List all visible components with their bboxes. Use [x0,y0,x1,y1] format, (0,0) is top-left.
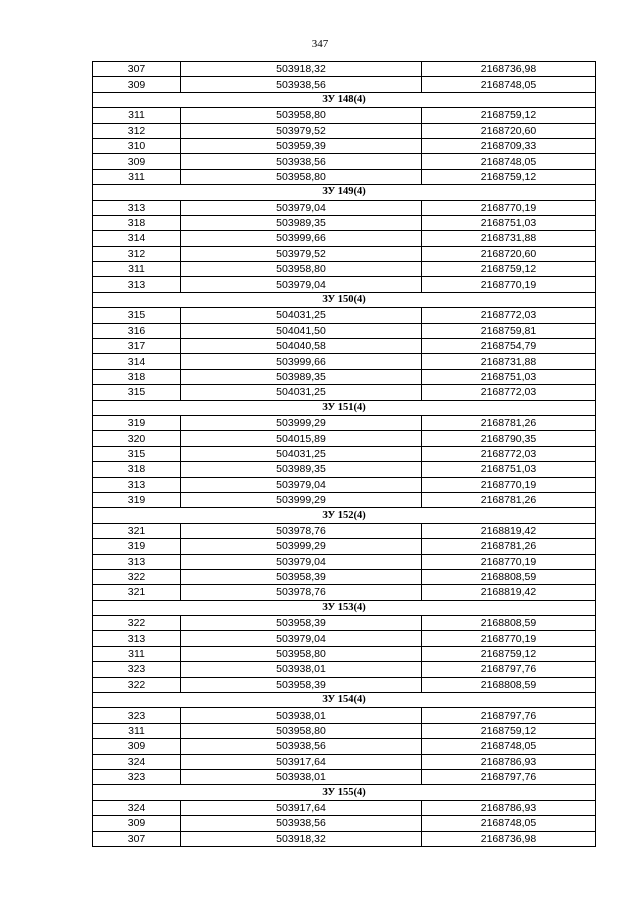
y-coordinate-cell: 2168786,93 [422,754,596,769]
y-coordinate-cell: 2168790,35 [422,431,596,446]
table-row [93,431,596,446]
y-coordinate-cell: 2168709,33 [422,138,596,153]
y-coordinate-cell: 2168759,12 [422,169,596,184]
point-number-cell: 318 [93,462,181,477]
point-number-cell: 324 [93,800,181,815]
y-coordinate-cell: 2168759,12 [422,262,596,277]
x-coordinate-cell: 504031,25 [181,385,422,400]
section-label: ЗУ 149(4) [93,185,596,200]
x-coordinate-cell: 503979,52 [181,246,422,261]
point-number-cell: 318 [93,215,181,230]
x-coordinate-cell: 503959,39 [181,138,422,153]
table-row [93,354,596,369]
x-coordinate-cell: 504040,58 [181,339,422,354]
point-number-cell: 313 [93,477,181,492]
table-row [93,62,596,77]
table-row [93,492,596,507]
x-coordinate-cell: 503999,29 [181,539,422,554]
y-coordinate-cell: 2168748,05 [422,77,596,92]
coordinates-table-body [93,62,596,847]
x-coordinate-cell: 503917,64 [181,800,422,815]
y-coordinate-cell: 2168819,42 [422,523,596,538]
x-coordinate-cell: 503999,29 [181,492,422,507]
point-number-cell: 324 [93,754,181,769]
y-coordinate-cell: 2168736,98 [422,62,596,77]
y-coordinate-cell: 2168770,19 [422,554,596,569]
point-number-cell: 307 [93,831,181,846]
section-label: ЗУ 151(4) [93,400,596,415]
y-coordinate-cell: 2168770,19 [422,631,596,646]
point-number-cell: 311 [93,262,181,277]
x-coordinate-cell: 503958,80 [181,646,422,661]
section-label: ЗУ 150(4) [93,292,596,307]
table-row [93,739,596,754]
table-row [93,154,596,169]
table-row [93,554,596,569]
point-number-cell: 311 [93,108,181,123]
table-row [93,415,596,430]
x-coordinate-cell: 503938,56 [181,816,422,831]
y-coordinate-cell: 2168751,03 [422,369,596,384]
y-coordinate-cell: 2168797,76 [422,662,596,677]
x-coordinate-cell: 504031,25 [181,308,422,323]
table-row [93,708,596,723]
x-coordinate-cell: 503999,66 [181,231,422,246]
point-number-cell: 312 [93,246,181,261]
table-row [93,262,596,277]
x-coordinate-cell: 503989,35 [181,462,422,477]
y-coordinate-cell: 2168751,03 [422,462,596,477]
x-coordinate-cell: 503958,39 [181,616,422,631]
point-number-cell: 309 [93,77,181,92]
table-row [93,831,596,846]
point-number-cell: 320 [93,431,181,446]
section-header-row [93,400,596,415]
point-number-cell: 319 [93,492,181,507]
y-coordinate-cell: 2168759,81 [422,323,596,338]
point-number-cell: 322 [93,616,181,631]
point-number-cell: 312 [93,123,181,138]
x-coordinate-cell: 503958,80 [181,723,422,738]
y-coordinate-cell: 2168781,26 [422,415,596,430]
y-coordinate-cell: 2168720,60 [422,246,596,261]
point-number-cell: 318 [93,369,181,384]
table-row [93,446,596,461]
y-coordinate-cell: 2168770,19 [422,200,596,215]
y-coordinate-cell: 2168720,60 [422,123,596,138]
x-coordinate-cell: 503979,04 [181,477,422,492]
table-row [93,308,596,323]
point-number-cell: 310 [93,138,181,153]
coordinates-table [92,61,596,847]
x-coordinate-cell: 503989,35 [181,215,422,230]
y-coordinate-cell: 2168797,76 [422,769,596,784]
point-number-cell: 315 [93,446,181,461]
table-row [93,585,596,600]
y-coordinate-cell: 2168808,59 [422,569,596,584]
y-coordinate-cell: 2168772,03 [422,385,596,400]
point-number-cell: 315 [93,308,181,323]
table-row [93,539,596,554]
y-coordinate-cell: 2168786,93 [422,800,596,815]
y-coordinate-cell: 2168759,12 [422,723,596,738]
y-coordinate-cell: 2168781,26 [422,539,596,554]
section-label: ЗУ 152(4) [93,508,596,523]
table-row [93,246,596,261]
table-row [93,339,596,354]
point-number-cell: 314 [93,354,181,369]
x-coordinate-cell: 503989,35 [181,369,422,384]
x-coordinate-cell: 504031,25 [181,446,422,461]
y-coordinate-cell: 2168731,88 [422,231,596,246]
table-row [93,323,596,338]
x-coordinate-cell: 503938,01 [181,662,422,677]
table-row [93,123,596,138]
table-row [93,77,596,92]
table-row [93,277,596,292]
section-header-row [93,292,596,307]
table-row [93,462,596,477]
section-header-row [93,185,596,200]
x-coordinate-cell: 504015,89 [181,431,422,446]
x-coordinate-cell: 503999,66 [181,354,422,369]
y-coordinate-cell: 2168748,05 [422,816,596,831]
y-coordinate-cell: 2168781,26 [422,492,596,507]
x-coordinate-cell: 503958,80 [181,169,422,184]
table-row [93,769,596,784]
x-coordinate-cell: 503979,04 [181,554,422,569]
y-coordinate-cell: 2168797,76 [422,708,596,723]
x-coordinate-cell: 503979,52 [181,123,422,138]
table-row [93,385,596,400]
point-number-cell: 322 [93,569,181,584]
point-number-cell: 323 [93,769,181,784]
x-coordinate-cell: 503958,80 [181,108,422,123]
y-coordinate-cell: 2168772,03 [422,308,596,323]
section-label: ЗУ 153(4) [93,600,596,615]
y-coordinate-cell: 2168731,88 [422,354,596,369]
point-number-cell: 307 [93,62,181,77]
x-coordinate-cell: 503938,01 [181,708,422,723]
x-coordinate-cell: 503917,64 [181,754,422,769]
table-row [93,800,596,815]
table-row [93,816,596,831]
point-number-cell: 313 [93,200,181,215]
point-number-cell: 313 [93,631,181,646]
y-coordinate-cell: 2168808,59 [422,677,596,692]
table-row [93,631,596,646]
x-coordinate-cell: 503999,29 [181,415,422,430]
x-coordinate-cell: 503958,39 [181,677,422,692]
y-coordinate-cell: 2168819,42 [422,585,596,600]
table-row [93,108,596,123]
point-number-cell: 321 [93,585,181,600]
point-number-cell: 315 [93,385,181,400]
table-row [93,677,596,692]
point-number-cell: 311 [93,646,181,661]
point-number-cell: 317 [93,339,181,354]
point-number-cell: 314 [93,231,181,246]
page-number: 347 [311,38,329,50]
point-number-cell: 321 [93,523,181,538]
y-coordinate-cell: 2168751,03 [422,215,596,230]
y-coordinate-cell: 2168759,12 [422,108,596,123]
point-number-cell: 311 [93,723,181,738]
point-number-cell: 323 [93,708,181,723]
point-number-cell: 309 [93,739,181,754]
x-coordinate-cell: 503938,56 [181,739,422,754]
y-coordinate-cell: 2168759,12 [422,646,596,661]
x-coordinate-cell: 503978,76 [181,585,422,600]
table-row [93,723,596,738]
point-number-cell: 319 [93,539,181,554]
point-number-cell: 323 [93,662,181,677]
table-row [93,662,596,677]
x-coordinate-cell: 503938,56 [181,77,422,92]
x-coordinate-cell: 503938,56 [181,154,422,169]
y-coordinate-cell: 2168748,05 [422,154,596,169]
table-row [93,215,596,230]
y-coordinate-cell: 2168770,19 [422,277,596,292]
point-number-cell: 322 [93,677,181,692]
table-row [93,523,596,538]
point-number-cell: 311 [93,169,181,184]
table-row [93,477,596,492]
x-coordinate-cell: 503938,01 [181,769,422,784]
x-coordinate-cell: 503979,04 [181,631,422,646]
table-row [93,231,596,246]
table-row [93,569,596,584]
x-coordinate-cell: 503978,76 [181,523,422,538]
y-coordinate-cell: 2168748,05 [422,739,596,754]
table-row [93,138,596,153]
y-coordinate-cell: 2168736,98 [422,831,596,846]
point-number-cell: 309 [93,154,181,169]
x-coordinate-cell: 503918,32 [181,62,422,77]
x-coordinate-cell: 503979,04 [181,277,422,292]
table-row [93,616,596,631]
table-row [93,646,596,661]
point-number-cell: 313 [93,277,181,292]
section-header-row [93,600,596,615]
y-coordinate-cell: 2168772,03 [422,446,596,461]
section-label: ЗУ 154(4) [93,693,596,708]
point-number-cell: 309 [93,816,181,831]
x-coordinate-cell: 503918,32 [181,831,422,846]
point-number-cell: 319 [93,415,181,430]
table-row [93,369,596,384]
table-row [93,754,596,769]
x-coordinate-cell: 503979,04 [181,200,422,215]
section-header-row [93,92,596,107]
x-coordinate-cell: 503958,39 [181,569,422,584]
section-header-row [93,508,596,523]
y-coordinate-cell: 2168770,19 [422,477,596,492]
x-coordinate-cell: 503958,80 [181,262,422,277]
x-coordinate-cell: 504041,50 [181,323,422,338]
section-label: ЗУ 155(4) [93,785,596,800]
section-header-row [93,785,596,800]
section-label: ЗУ 148(4) [93,92,596,107]
section-header-row [93,693,596,708]
y-coordinate-cell: 2168754,79 [422,339,596,354]
y-coordinate-cell: 2168808,59 [422,616,596,631]
point-number-cell: 313 [93,554,181,569]
table-row [93,169,596,184]
table-row [93,200,596,215]
point-number-cell: 316 [93,323,181,338]
